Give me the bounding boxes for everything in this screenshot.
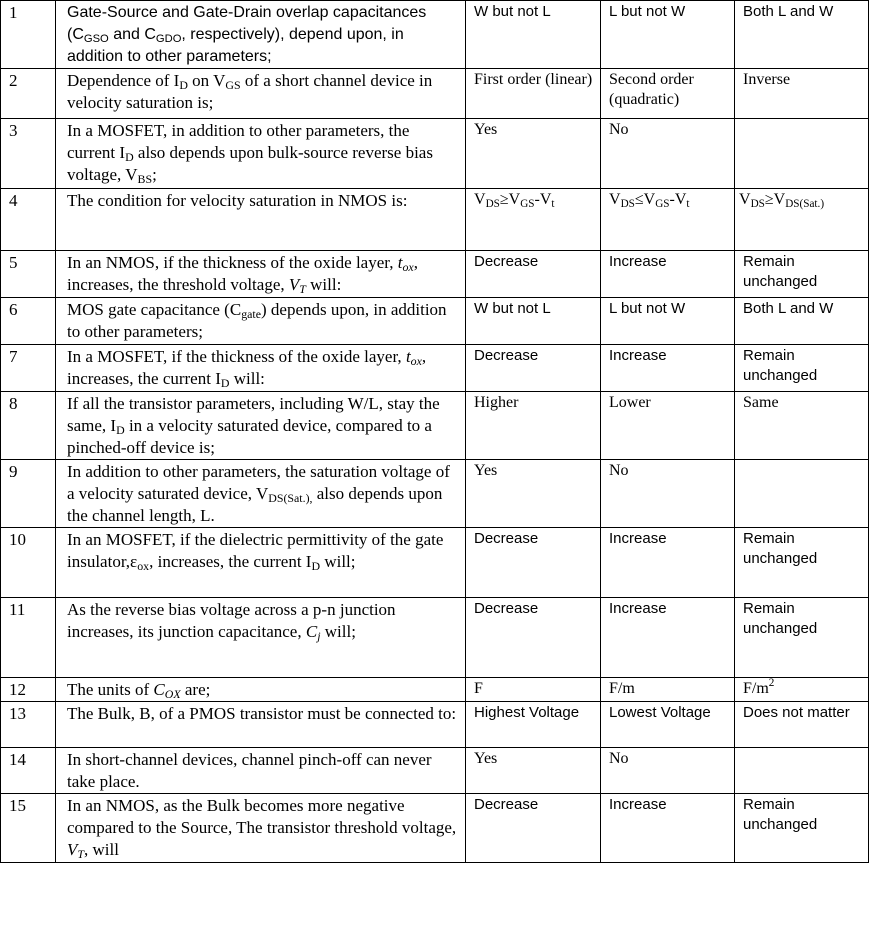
option-2: Increase bbox=[601, 251, 735, 298]
option-2: Lowest Voltage bbox=[601, 702, 735, 748]
option-1: Decrease bbox=[466, 598, 601, 678]
question-row bbox=[1, 528, 869, 598]
question-text: In a MOSFET, in addition to other parameters, the current $I_D$ also depends upon bulk-source reverse bias voltage, $V_{BS}$; bbox=[56, 119, 466, 189]
option-2: Increase bbox=[601, 528, 735, 598]
question-text: In short-channel devices, channel pinch-off can never take place. bbox=[56, 748, 466, 794]
option-2: Second order (quadratic) bbox=[601, 69, 735, 119]
question-text: In a MOSFET, if the thickness of the oxide layer, $t_{ox}$, increases, the current $I_D$ will: bbox=[56, 345, 466, 392]
question-row bbox=[1, 1, 869, 69]
question-row bbox=[1, 345, 869, 392]
question-row bbox=[1, 598, 869, 678]
option-3: Does not matter bbox=[735, 702, 869, 748]
question-row bbox=[1, 392, 869, 460]
question-text: The Bulk, B, of a PMOS transistor must be connected to: bbox=[56, 702, 466, 748]
option-1: Yes bbox=[466, 460, 601, 528]
question-row bbox=[1, 678, 869, 702]
option-3: Same bbox=[735, 392, 869, 460]
question-row bbox=[1, 119, 869, 189]
option-3 bbox=[735, 119, 869, 189]
question-text: The units of $C_{OX}$ are; bbox=[56, 678, 466, 702]
option-3: Remain unchanged bbox=[735, 528, 869, 598]
question-row bbox=[1, 298, 869, 345]
option-1: Highest Voltage bbox=[466, 702, 601, 748]
option-1: Decrease bbox=[466, 251, 601, 298]
option-1: W but not L bbox=[466, 1, 601, 69]
question-text: If all the transistor parameters, including W/L, stay the same, $I_D$ in a velocity saturated device, compared to a pinched-off device is; bbox=[56, 392, 466, 460]
question-number: 3 bbox=[1, 119, 56, 189]
question-number: 8 bbox=[1, 392, 56, 460]
question-text: Gate-Source and Gate-Drain overlap capacitances ($C_{GSO}$ and $C_{GDO}$, respectively), depend upon, in addition to other parameters; bbox=[56, 1, 466, 69]
option-3: Both L and W bbox=[735, 1, 869, 69]
question-row bbox=[1, 702, 869, 748]
option-3 bbox=[735, 460, 869, 528]
question-text: The condition for velocity saturation in NMOS is: bbox=[56, 189, 466, 251]
option-2: Increase bbox=[601, 794, 735, 863]
option-3: Remain unchanged bbox=[735, 251, 869, 298]
question-number: 15 bbox=[1, 794, 56, 863]
option-3: Remain unchanged bbox=[735, 794, 869, 863]
option-2: Increase bbox=[601, 345, 735, 392]
question-number: 11 bbox=[1, 598, 56, 678]
option-1: $V_{DS}\ge V_{GS}-V_t$ bbox=[466, 189, 601, 251]
question-number: 13 bbox=[1, 702, 56, 748]
question-text: In an NMOS, if the thickness of the oxide layer, $t_{ox}$, increases, the threshold voltage, $V_T$ will: bbox=[56, 251, 466, 298]
option-3: Remain unchanged bbox=[735, 598, 869, 678]
question-text: Dependence of $I_D$ on $V_{GS}$ of a short channel device in velocity saturation is; bbox=[56, 69, 466, 119]
question-number: 4 bbox=[1, 189, 56, 251]
question-row bbox=[1, 748, 869, 794]
question-number: 14 bbox=[1, 748, 56, 794]
question-number: 1 bbox=[1, 1, 56, 69]
option-1: Decrease bbox=[466, 345, 601, 392]
option-3: $V_{DS}\ge V_{DS(Sat.)}$ bbox=[735, 189, 869, 251]
question-text: In an NMOS, as the Bulk becomes more negative compared to the Source, The transistor threshold voltage, $V_T$, will bbox=[56, 794, 466, 863]
option-2: Increase bbox=[601, 598, 735, 678]
option-3 bbox=[735, 748, 869, 794]
question-text: As the reverse bias voltage across a p-n junction increases, its junction capacitance, $C_j$ will; bbox=[56, 598, 466, 678]
option-3: Remain unchanged bbox=[735, 345, 869, 392]
question-row bbox=[1, 794, 869, 863]
option-1: W but not L bbox=[466, 298, 601, 345]
question-row bbox=[1, 251, 869, 298]
question-number: 12 bbox=[1, 678, 56, 702]
option-1: F bbox=[466, 678, 601, 702]
option-2: $V_{DS}\le V_{GS}-V_t$ bbox=[601, 189, 735, 251]
question-text: In addition to other parameters, the saturation voltage of a velocity saturated device, $V_{DS(Sat.),}$ also depends upon the channel length, L. bbox=[56, 460, 466, 528]
option-3: Both L and W bbox=[735, 298, 869, 345]
option-2: No bbox=[601, 748, 735, 794]
option-3: Inverse bbox=[735, 69, 869, 119]
question-number: 10 bbox=[1, 528, 56, 598]
option-2: No bbox=[601, 460, 735, 528]
option-1: Decrease bbox=[466, 794, 601, 863]
option-2: Lower bbox=[601, 392, 735, 460]
question-row bbox=[1, 460, 869, 528]
question-row bbox=[1, 189, 869, 251]
option-2: F/m bbox=[601, 678, 735, 702]
option-2: L but not W bbox=[601, 298, 735, 345]
question-text: In an MOSFET, if the dielectric permittivity of the gate $insulator,\varepsilon_{ox}$, increases, the current $I_D$ will; bbox=[56, 528, 466, 598]
option-1: Yes bbox=[466, 119, 601, 189]
option-2: No bbox=[601, 119, 735, 189]
option-1: First order (linear) bbox=[466, 69, 601, 119]
question-number: 7 bbox=[1, 345, 56, 392]
option-1: Higher bbox=[466, 392, 601, 460]
question-row bbox=[1, 69, 869, 119]
option-2: L but not W bbox=[601, 1, 735, 69]
question-number: 9 bbox=[1, 460, 56, 528]
question-number: 6 bbox=[1, 298, 56, 345]
option-3: $F/m^2$ bbox=[735, 678, 869, 702]
question-number: 2 bbox=[1, 69, 56, 119]
option-1: Yes bbox=[466, 748, 601, 794]
question-number: 5 bbox=[1, 251, 56, 298]
question-text: MOS gate capacitance $(C_{gate})$ depends upon, in addition to other parameters; bbox=[56, 298, 466, 345]
option-1: Decrease bbox=[466, 528, 601, 598]
